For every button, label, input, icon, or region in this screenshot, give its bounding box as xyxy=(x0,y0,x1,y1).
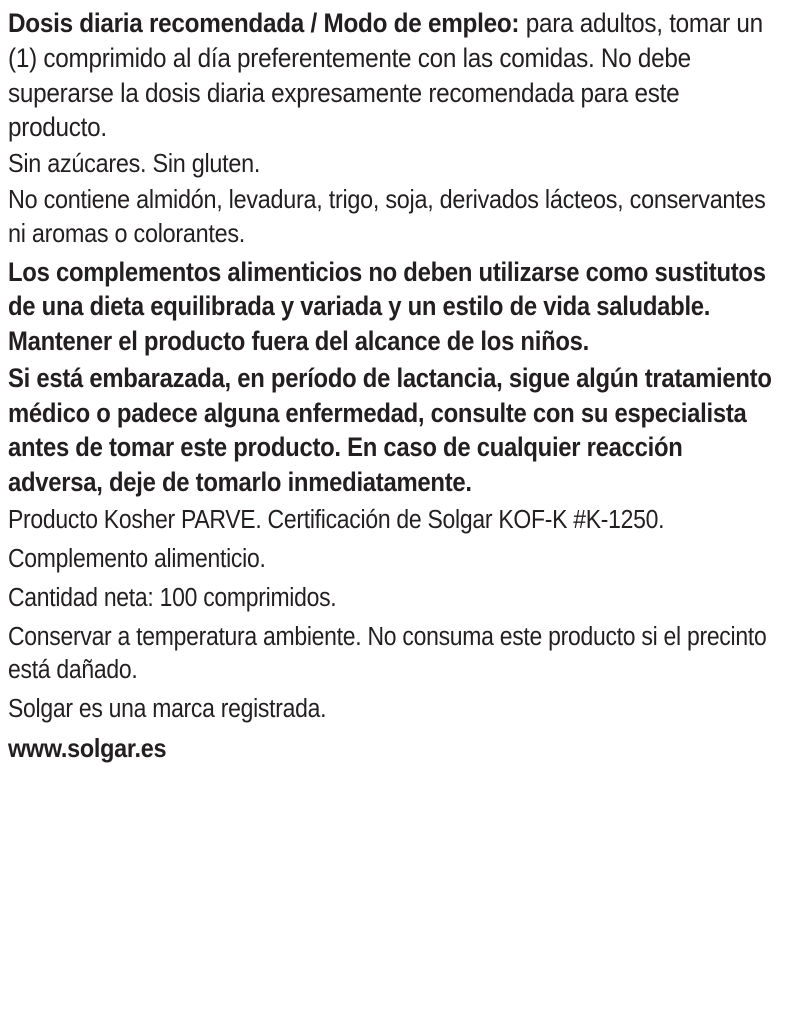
kosher-text xyxy=(8,504,773,537)
net-quantity-value: Cantidad neta: 100 comprimidos. xyxy=(8,583,337,612)
free-from-text xyxy=(8,147,773,181)
dosage-heading: Dosis diaria recomendada / Modo de empleo: xyxy=(8,8,520,38)
storage-value: Conservar a temperatura ambiente. No consuma este producto si el precinto está dañado. xyxy=(8,623,767,685)
dosage-paragraph xyxy=(8,6,773,145)
supplement-type-value: Complemento alimenticio. xyxy=(8,544,266,573)
dosage-body: para adultos, tomar un (1) comprimido al día preferentemente con las comidas. No debe superarse la dosis diaria expresamente recomendada para este producto. xyxy=(8,8,763,143)
net-quantity-text xyxy=(8,582,773,615)
website-text[interactable] xyxy=(8,732,773,765)
supplement-type-text xyxy=(8,543,773,576)
trademark-text xyxy=(8,693,773,726)
pregnancy-warning-text xyxy=(8,361,773,500)
trademark-value: Solgar es una marca registrada. xyxy=(8,695,327,724)
website-value[interactable]: www.solgar.es xyxy=(8,733,167,764)
storage-text xyxy=(8,621,773,687)
supplement-warning-value: Los complementos alimenticios no deben utilizarse como sustitutos de una dieta equilibrada y variada y un estilo de vida saludable. Mantener el producto fuera del alcance de los niños. xyxy=(8,256,766,357)
free-from-value: Sin azúcares. Sin gluten. xyxy=(8,148,261,179)
no-contains-text xyxy=(8,183,773,251)
kosher-value: Producto Kosher PARVE. Certificación de Solgar KOF-K #K-1250. xyxy=(8,505,665,534)
no-contains-value: No contiene almidón, levadura, trigo, soja, derivados lácteos, conservantes ni aromas o colorantes. xyxy=(8,184,766,248)
pregnancy-warning-value: Si está embarazada, en período de lactancia, sigue algún tratamiento médico o padece alguna enfermedad, consulte con su especialista antes de tomar este producto. En caso de cualquier reacción adversa, deje de tomarlo inmediatamente. xyxy=(8,362,772,497)
supplement-warning-text xyxy=(8,255,773,359)
